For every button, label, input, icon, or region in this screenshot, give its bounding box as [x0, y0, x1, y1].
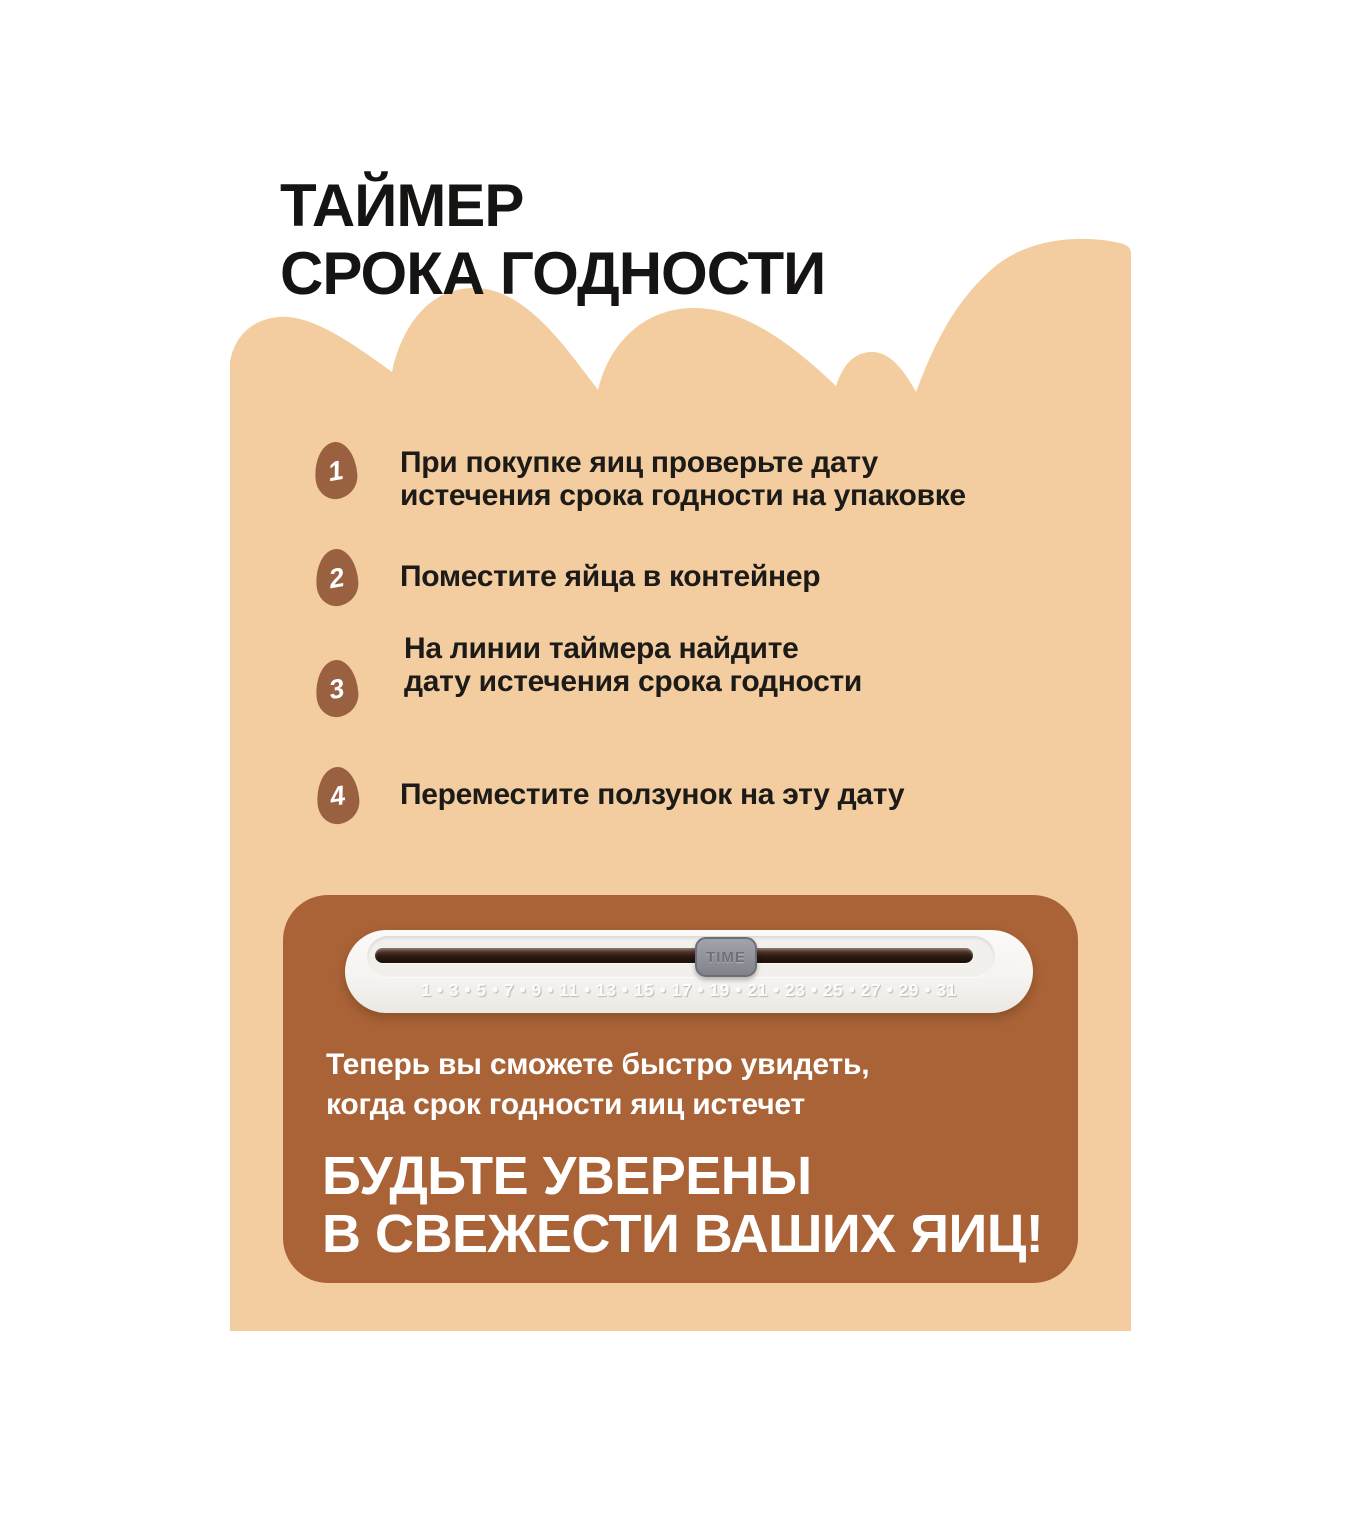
panel-heading — [322, 1147, 1043, 1263]
page-title-line-1: ТАЙМЕР — [280, 172, 524, 239]
step-3-text-line-1: На линии таймера найдите — [404, 632, 799, 665]
timer-date-scale: 1 • 3 • 5 • 7 • 9 • 11 • 13 • 15 • 17 • 19 • 21 • 23 • 25 • 27 • 29 • 31 — [421, 980, 957, 1000]
timer-slot — [375, 948, 973, 963]
step-1-text-line-1: При покупке яиц проверьте дату — [400, 446, 878, 479]
timer-knob-label: TIME — [706, 948, 746, 966]
step-2-number: 2 — [327, 561, 348, 595]
step-3-text-line-2: дату истечения срока годности — [404, 665, 863, 698]
page-title — [280, 172, 825, 308]
panel-note-line-2: когда срок годности яиц истечет — [326, 1088, 806, 1121]
panel-heading-line-1: БУДЬТЕ УВЕРЕНЫ — [322, 1146, 812, 1206]
panel-note — [326, 1045, 869, 1125]
step-4-text-line-1: Переместите ползунок на эту дату — [400, 778, 905, 811]
panel-note-line-1: Теперь вы сможете быстро увидеть, — [326, 1048, 870, 1081]
step-3-text — [404, 632, 862, 698]
timer-slider-knob — [695, 937, 757, 977]
step-4-text — [400, 778, 904, 811]
result-panel — [283, 895, 1078, 1283]
step-3-number: 3 — [327, 672, 348, 706]
page-title-line-2: СРОКА ГОДНОСТИ — [280, 240, 826, 307]
step-2-text-line-1: Поместите яйца в контейнер — [400, 560, 821, 593]
step-1-text — [400, 446, 966, 512]
timer-device — [345, 930, 1033, 1013]
step-1-text-line-2: истечения срока годности на упаковке — [400, 479, 966, 512]
step-1-number: 1 — [326, 454, 347, 488]
step-2-text — [400, 560, 820, 593]
step-4-number: 4 — [328, 779, 349, 813]
panel-heading-line-2: В СВЕЖЕСТИ ВАШИХ ЯИЦ! — [322, 1204, 1044, 1264]
